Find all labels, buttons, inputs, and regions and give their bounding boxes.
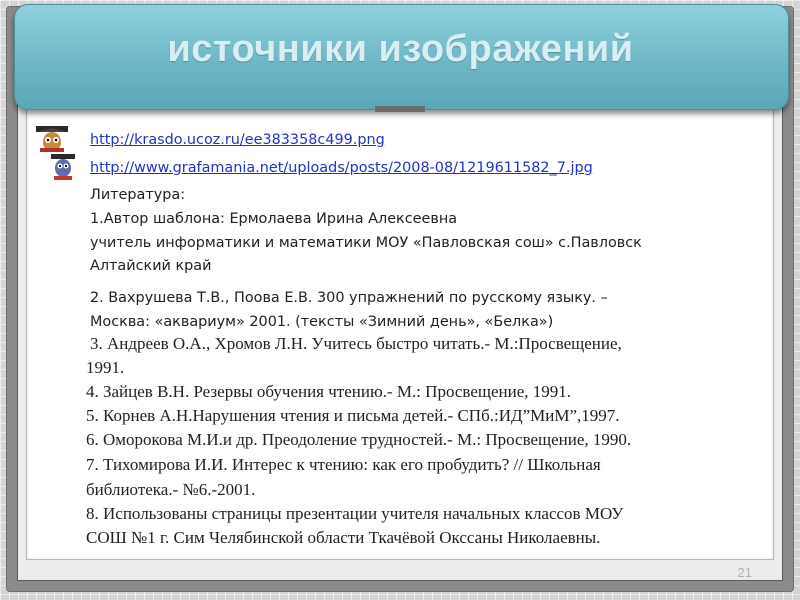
owl-scholar-small-icon	[50, 152, 76, 182]
literature-item-2-line-1: 2. Вахрушева Т.В., Поова Е.В. 300 упражнений по русскому языку. –	[90, 290, 608, 306]
literature-item-8-line-1: 8. Использованы страницы презентации учителя начальных классов МОУ	[86, 504, 624, 523]
literature-item-2-line-2: Москва: «аквариум» 2001. (тексты «Зимний день», «Белка»)	[90, 314, 554, 330]
literature-item-1-line-3: Алтайский край	[90, 258, 212, 274]
source-link-1[interactable]: http://krasdo.ucoz.ru/ee383358c499.png	[90, 132, 385, 148]
slide-title: источники изображений	[167, 28, 634, 70]
literature-item-7-line-2: библиотека.- №6.-2001.	[86, 480, 256, 499]
literature-item-1-line-1: 1.Автор шаблона: Ермолаева Ирина Алексеевна	[90, 211, 458, 227]
owl-scholar-icon	[34, 124, 70, 154]
literature-item-5: 5. Корнев А.Н.Нарушения чтения и письма детей.- СПб.:ИД”МиМ”,1997.	[86, 406, 620, 425]
literature-item-7-line-1: 7. Тихомирова И.И. Интерес к чтению: как его пробудить? // Школьная	[86, 455, 601, 474]
literature-item-3-line-2: 1991.	[86, 358, 125, 377]
literature-item-8-line-2: СОШ №1 г. Сим Челябинской области Ткачёвой Окссаны Николаевны.	[86, 528, 601, 547]
literature-item-6: 6. Оморокова М.И.и др. Преодоление трудностей.- М.: Просвещение, 1990.	[86, 430, 632, 449]
source-link-2[interactable]: http://www.grafamania.net/uploads/posts/2008-08/1219611582_7.jpg	[90, 160, 593, 176]
literature-item-1-line-2: учитель информатики и математики МОУ «Павловская сош» с.Павловск	[90, 235, 642, 251]
page-number: 21	[737, 565, 752, 580]
literature-heading: Литература:	[90, 187, 186, 203]
title-tab	[375, 106, 425, 112]
literature-item-3-line-1: 3. Андреев О.А., Хромов Л.Н. Учитесь быстро читать.- М.:Просвещение,	[90, 334, 622, 353]
literature-item-4: 4. Зайцев В.Н. Резервы обучения чтению.- М.: Просвещение, 1991.	[86, 382, 572, 401]
